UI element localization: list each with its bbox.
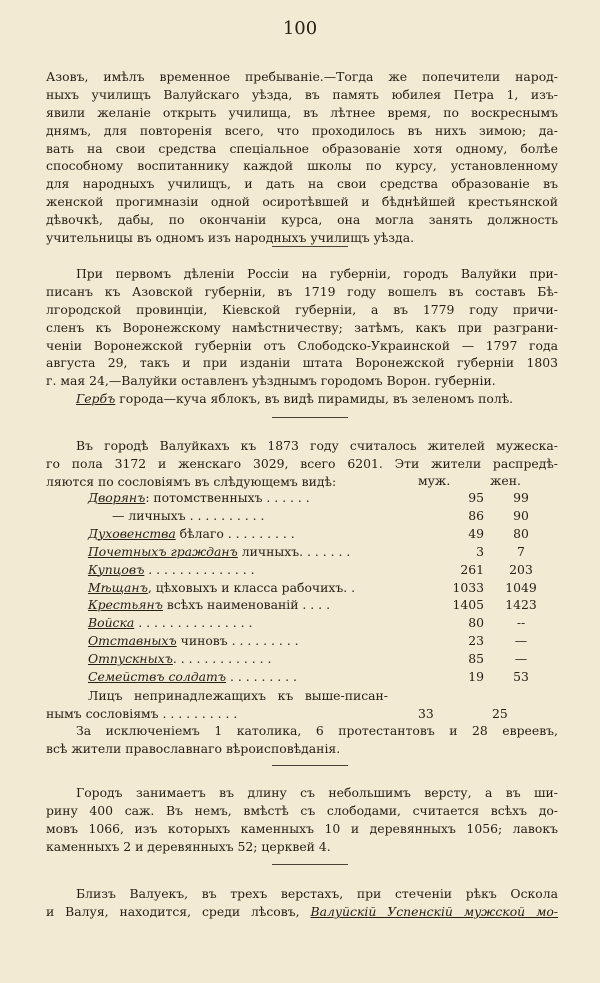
section-divider — [272, 417, 348, 418]
text-line: лгородской провинціи, Кіевской губерніи, а въ 1779 году причи- — [46, 301, 558, 317]
nonestate-line1: Лицъ непринадлежащихъ къ выше-писан- — [88, 688, 388, 703]
estate-label — [88, 526, 295, 541]
female-count: 1049 — [505, 579, 537, 595]
text-line: Азовъ, имѣлъ временное пребываніе.—Тогда же попечители народ- — [46, 69, 558, 84]
estate-rest: . . . . . . . . . . . . . — [172, 651, 272, 667]
text-line: За исключеніемъ 1 католика, 6 протестантовъ и 28 евреевъ, — [76, 723, 558, 738]
paragraph-schools — [46, 68, 558, 247]
estate-rest: бѣлаго . . . . . . . . . — [175, 525, 295, 541]
estate-rest: личныхъ. . . . . . . — [237, 543, 351, 559]
coat-of-arms-line — [46, 390, 558, 408]
paragraph-houses — [46, 784, 558, 856]
male-count: 86 — [468, 507, 484, 523]
male-count: 95 — [468, 490, 484, 505]
table-row — [46, 526, 558, 543]
table-row — [46, 490, 558, 507]
table-row — [46, 633, 558, 650]
estate-name: Дворянъ — [88, 490, 146, 505]
nonestate-row — [46, 687, 558, 723]
male-count: 1033 — [452, 579, 484, 595]
estate-rest: . . . . . . . . . — [226, 669, 297, 684]
text-line: мовъ 1066, изъ которыхъ каменныхъ 10 и деревянныхъ 1056; лавокъ — [46, 820, 558, 836]
paragraph-monastery — [46, 885, 558, 921]
text-line: способному воспитаннику каждой школы по курсу, установленному — [46, 158, 558, 174]
estate-name: Войска — [88, 615, 135, 631]
monastery-name: Валуйскій Успенскій мужской мо- — [310, 903, 558, 919]
section-divider — [272, 864, 348, 865]
estate-name: Духовенства — [88, 525, 176, 541]
text-line: каменныхъ 2 и деревянныхъ 52; церквей 4. — [46, 838, 331, 854]
text-line: ченіи Воронежской губерніи отъ Слободско-Украинской — 1797 года — [46, 337, 558, 353]
estate-label — [88, 669, 297, 684]
female-count: 80 — [513, 525, 529, 541]
text-line: женской прогимназіи одной осиротѣвшей и бѣднѣйшей крестьянской — [46, 194, 558, 210]
estate-label — [88, 651, 271, 666]
monastery-line1: Близъ Валуекъ, въ трехъ верстахъ, при стеченіи рѣкъ Оскола — [76, 886, 558, 901]
text-line: ляются по сословіямъ въ слѣдующемъ видѣ: — [46, 473, 337, 489]
table-row — [46, 562, 558, 579]
text-line: всѣ жители православнаго вѣроисповѣданія. — [46, 740, 341, 756]
nonestate-line2: нымъ сословіямъ . . . . . . . . . . — [46, 705, 238, 721]
table-row — [46, 651, 558, 668]
male-count: 49 — [468, 525, 484, 541]
nonestate-male: 33 — [418, 705, 434, 721]
estate-rest: чиновъ . . . . . . . . . — [176, 633, 299, 649]
table-row — [46, 508, 558, 525]
estate-name: Мѣщанъ — [88, 579, 148, 595]
estate-rest: — личныхъ . . . . . . . . . . — [112, 507, 265, 523]
text-line: г. мая 24,—Валуйки оставленъ уѣзднымъ городомъ Ворон. губерніи. — [46, 373, 496, 389]
text-line: вать на свои средства спеціальное образованіе хотя одному, болѣе — [46, 140, 558, 156]
estate-name: Купцовъ — [88, 561, 145, 577]
male-count: 3 — [476, 543, 484, 559]
estate-name: Крестьянъ — [88, 597, 163, 613]
coat-label: Гербъ — [76, 391, 116, 406]
male-count: 80 — [468, 615, 484, 631]
text-line: дѣвочкѣ, дабы, по окончаніи курса, она могла занять должность — [46, 212, 558, 228]
female-count: 53 — [513, 669, 529, 684]
female-count: — — [514, 633, 528, 649]
male-count: 261 — [460, 561, 484, 577]
female-count: 99 — [513, 490, 529, 505]
text-line: Городъ занимаетъ въ длину съ небольшимъ версту, а въ ши- — [76, 785, 558, 800]
estate-label — [88, 633, 299, 648]
table-row — [46, 597, 558, 614]
estate-label — [88, 580, 355, 595]
female-count: 7 — [517, 543, 525, 559]
text-line: Въ городѣ Валуйкахъ къ 1873 году считалось жителей мужеска- — [76, 438, 558, 453]
text-line: При первомъ дѣленіи Россіи на губерніи, городъ Валуйки при- — [76, 266, 558, 281]
estate-name: Отпускныхъ — [88, 651, 173, 667]
female-count: — — [514, 651, 528, 667]
estate-rest: . . . . . . . . . . . . . . . — [134, 615, 253, 631]
text-line: явили желаніе открыть училища, въ лѣтнее время, по воскреснымъ — [46, 104, 558, 120]
table-row — [46, 544, 558, 561]
paragraph-religion — [46, 722, 558, 758]
column-header-female: жен. — [490, 473, 521, 488]
male-count: 85 — [468, 651, 484, 667]
section-divider — [272, 246, 348, 247]
paragraph-history — [46, 265, 558, 390]
text-line: учительницы въ одномъ изъ народныхъ училищъ уѣзда. — [46, 230, 415, 246]
table-row — [46, 669, 558, 686]
estate-rest: . . . . . . . . . . . . . . — [144, 561, 255, 577]
estate-name: Отставныхъ — [88, 633, 177, 649]
paragraph-population — [46, 437, 558, 491]
nonestate-female: 25 — [492, 705, 508, 721]
estate-rest: : потомственныхъ . . . . . . — [145, 490, 310, 505]
estate-name: Семействъ солдатъ — [88, 669, 227, 684]
text-line: для народныхъ училищъ, и дать на свои средства образованіе въ — [46, 176, 558, 192]
female-count: -- — [516, 615, 526, 631]
male-count: 23 — [468, 633, 484, 649]
estate-label — [88, 544, 350, 559]
table-row — [46, 615, 558, 632]
estate-label — [88, 490, 310, 505]
page-number: 100 — [282, 18, 318, 39]
male-count: 19 — [468, 669, 484, 684]
coat-text: города—куча яблокъ, въ видѣ пирамиды, въ зеленомъ полѣ. — [119, 391, 514, 406]
male-count: 1405 — [452, 597, 484, 613]
female-count: 90 — [513, 507, 529, 523]
female-count: 1423 — [505, 597, 537, 613]
text-line: днямъ, для повторенія всего, что проходилось въ нихъ зимою; да- — [46, 122, 558, 138]
estate-rest: , цѣховыхъ и класса рабочихъ. . — [147, 579, 356, 595]
table-row — [46, 580, 558, 597]
text-line: писанъ къ Азовской губерніи, въ 1719 году вошелъ въ составъ Бѣ- — [46, 283, 558, 299]
text-line: го пола 3172 и женскаго 3029, всего 6201. Эти жители распредѣ- — [46, 455, 558, 471]
estate-label — [88, 597, 330, 612]
estate-label — [88, 562, 255, 577]
section-divider — [272, 765, 348, 766]
estate-rest: всѣхъ наименованій . . . . — [162, 597, 331, 613]
monastery-line2-plain: и Валуя, находится, среди лѣсовъ, — [46, 903, 311, 919]
text-line: сленъ къ Воронежскому намѣстничеству; затѣмъ, какъ при разграни- — [46, 319, 558, 335]
column-header-male: муж. — [418, 473, 451, 488]
estate-label — [88, 508, 264, 523]
text-line: рину 400 саж. Въ немъ, вмѣстѣ съ слободами, считается всѣхъ до- — [46, 802, 558, 818]
estate-label — [88, 615, 252, 630]
female-count: 203 — [509, 561, 533, 577]
text-line: августа 29, такъ и при изданіи штата Воронежской губерніи 1803 — [46, 355, 558, 371]
estate-name: Почетныхъ гражданъ — [88, 543, 238, 559]
text-line: ныхъ училищъ Валуйскаго уѣзда, въ память юбилея Петра 1, изъ- — [46, 86, 558, 102]
